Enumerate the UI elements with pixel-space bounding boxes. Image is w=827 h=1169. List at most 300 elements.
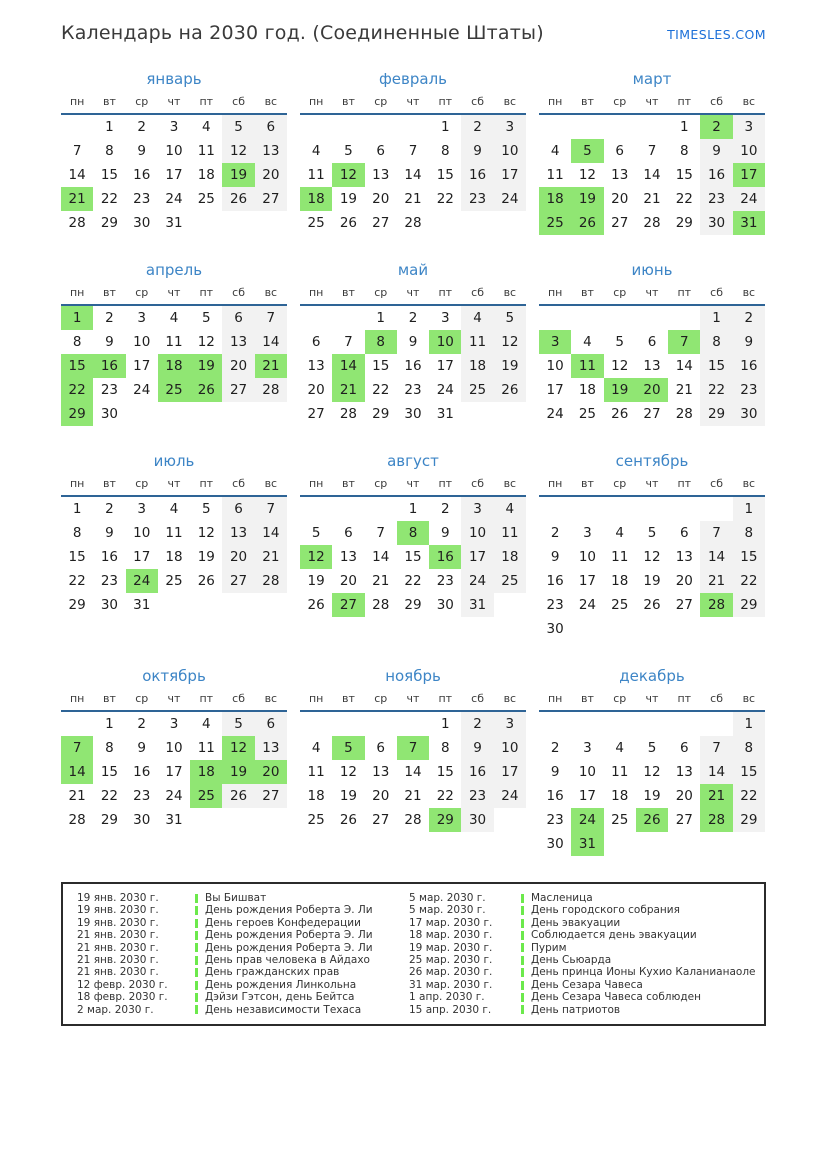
day-cell: 6 [376,740,385,756]
weekday-header: пт [677,692,692,705]
day-cell: 23 [546,812,564,828]
day-cell: 7 [408,143,418,159]
holiday-day-cell: 10 [429,330,461,354]
weekday-header: чт [645,692,659,705]
holiday-day-cell: 19 [190,354,222,378]
day-cell: 31 [461,593,493,617]
day-cell: 11 [611,549,629,565]
day-cell: 7 [700,521,732,545]
weekday-header: чт [645,95,659,108]
day-cell: 28 [68,812,86,828]
day-cell: 9 [700,139,732,163]
day-cell: 2 [105,310,114,326]
legend-date: 5 мар. 2030 г. [409,892,486,904]
weekday-header: вс [503,286,517,299]
empty-day-cell [636,712,668,736]
legend-holiday-name: День Сезара Чавеса соблюден [531,991,701,1004]
weekday-header: ср [374,95,388,108]
day-cell: 13 [611,167,629,183]
day-cell: 24 [494,784,526,808]
legend-holiday [521,966,760,978]
legend-holiday [521,942,760,954]
holiday-marker-icon [521,906,524,915]
day-cell: 18 [197,167,215,183]
day-cell: 15 [68,549,86,565]
weekday-header: пт [438,95,453,108]
day-cell: 25 [578,406,597,422]
weekday-header: вт [341,477,355,490]
day-cell: 17 [461,545,493,569]
day-cell: 15 [733,545,765,569]
day-cell: 3 [137,310,146,326]
holiday-day-cell: 19 [222,760,254,784]
day-cell: 29 [733,593,765,617]
day-cell: 1 [105,716,114,732]
day-cell: 19 [307,573,325,589]
day-cell: 30 [100,597,119,613]
day-cell: 23 [436,573,454,589]
day-cell: 7 [700,736,732,760]
legend-holiday-name: День Сезара Чавеса [531,978,643,991]
weekday-header: сб [232,95,245,108]
holiday-day-cell: 1 [61,306,93,330]
day-cell: 4 [550,143,560,159]
legend-date: 21 янв. 2030 г. [77,941,159,954]
day-cell: 23 [546,597,564,613]
empty-day-cell [604,306,636,330]
day-cell: 8 [72,525,82,541]
weekday-header: пн [547,477,563,490]
month-title: июль [153,452,195,470]
holiday-day-cell: 26 [636,808,668,832]
day-cell: 22 [68,573,86,589]
month-june [539,261,765,426]
day-cell: 20 [675,788,693,804]
day-cell: 12 [339,764,358,780]
weekday-header: ср [135,477,149,490]
day-cell: 29 [372,406,390,422]
day-cell: 10 [165,143,183,159]
weekday-header-row [300,95,526,115]
day-cell: 25 [611,812,629,828]
day-cell: 27 [643,406,661,422]
day-cell: 12 [643,549,661,565]
legend-holiday-name: День гражданских прав [205,966,340,979]
day-cell: 24 [546,406,564,422]
day-cell: 3 [137,501,146,517]
day-cell: 18 [611,788,629,804]
day-cell: 6 [615,143,624,159]
day-cell: 4 [311,143,321,159]
empty-day-cell [668,712,700,736]
day-cell: 6 [679,525,689,541]
day-cell: 25 [307,215,325,231]
weekday-header: сб [710,286,723,299]
day-cell: 13 [255,139,287,163]
day-cell: 2 [137,119,146,135]
day-cell: 3 [169,119,179,135]
day-cell: 5 [222,115,254,139]
holiday-day-cell: 25 [539,211,571,235]
empty-day-cell [700,497,732,521]
day-cell: 17 [133,549,151,565]
day-cell: 22 [733,784,765,808]
day-cell: 27 [255,784,287,808]
day-cell: 10 [133,334,151,350]
month-title: декабрь [619,667,685,685]
empty-day-cell [539,115,571,139]
holiday-marker-icon [521,919,524,928]
day-cell: 24 [165,191,183,207]
day-cell: 2 [440,501,450,517]
empty-day-cell [61,115,93,139]
legend-holiday [521,892,760,904]
holiday-day-cell: 18 [190,760,222,784]
month-august [300,452,526,617]
day-cell: 26 [611,406,629,422]
day-cell: 4 [461,306,493,330]
day-cell: 26 [197,573,215,589]
day-cell: 7 [255,497,287,521]
weekday-header: вс [503,477,517,490]
empty-day-cell [539,712,571,736]
weekday-header: сб [232,692,245,705]
weekday-header: пт [677,95,692,108]
day-cell: 3 [440,310,450,326]
holiday-day-cell: 21 [700,784,732,808]
weekday-header: сб [710,692,723,705]
month-days [61,306,287,426]
weekday-header: сб [710,477,723,490]
day-cell: 1 [440,119,450,135]
month-days [300,115,526,235]
day-cell: 26 [339,812,358,828]
day-cell: 23 [461,187,493,211]
day-cell: 23 [133,788,151,804]
holiday-day-cell: 7 [61,736,93,760]
weekday-header: чт [167,95,181,108]
empty-day-cell [332,712,364,736]
legend-holiday-name: Масленица [531,892,593,904]
day-cell: 11 [307,764,325,780]
day-cell: 8 [105,740,114,756]
holiday-day-cell: 5 [332,736,364,760]
weekday-header-row [61,692,287,712]
day-cell: 13 [372,764,390,780]
day-cell: 1 [733,497,765,521]
day-cell: 12 [197,525,215,541]
month-title: январь [146,70,202,88]
holiday-day-cell: 15 [61,354,93,378]
day-cell: 13 [372,167,390,183]
holiday-day-cell: 2 [700,115,732,139]
weekday-header: вт [102,95,116,108]
legend-holiday [195,892,409,904]
day-cell: 12 [197,334,215,350]
day-cell: 30 [404,406,422,422]
weekday-header: вс [742,286,756,299]
day-cell: 18 [578,382,597,398]
day-cell: 23 [461,784,493,808]
day-cell: 6 [222,497,254,521]
weekday-header: вт [102,692,116,705]
day-cell: 17 [494,760,526,784]
month-may [300,261,526,426]
legend-date: 19 янв. 2030 г. [77,904,159,917]
day-cell: 25 [165,573,183,589]
holiday-day-cell: 11 [571,354,603,378]
day-cell: 27 [611,215,629,231]
month-days [539,712,765,856]
day-cell: 6 [255,115,287,139]
day-cell: 20 [222,545,254,569]
day-cell: 26 [643,597,661,613]
holiday-day-cell: 29 [61,402,93,426]
empty-day-cell [668,306,700,330]
month-july [61,452,287,617]
day-cell: 10 [133,525,151,541]
holiday-day-cell: 8 [365,330,397,354]
day-cell: 9 [408,334,418,350]
day-cell: 13 [222,330,254,354]
day-cell: 21 [372,573,390,589]
weekday-header: сб [471,692,484,705]
day-cell: 9 [137,143,146,159]
weekday-header: вт [341,95,355,108]
holiday-marker-icon [195,919,198,928]
day-cell: 30 [461,808,493,832]
month-days [61,497,287,617]
holiday-marker-icon [195,931,198,940]
day-cell: 4 [169,310,179,326]
weekday-header: ср [613,692,627,705]
legend-holiday [521,991,760,1003]
weekday-header: вс [742,477,756,490]
day-cell: 23 [404,382,422,398]
month-title: февраль [378,70,448,88]
day-cell: 11 [197,143,215,159]
holiday-marker-icon [521,956,524,965]
day-cell: 26 [222,187,254,211]
day-cell: 25 [197,191,215,207]
weekday-header: пн [69,477,85,490]
day-cell: 2 [461,115,493,139]
weekday-header: ср [613,95,627,108]
weekday-header: пн [308,477,324,490]
day-cell: 24 [133,382,151,398]
weekday-header: пн [547,692,563,705]
weekday-header: сб [232,477,245,490]
day-cell: 6 [255,712,287,736]
day-cell: 4 [169,501,179,517]
month-title: март [632,70,672,88]
legend-holiday-name: День рождения Линкольна [205,978,357,991]
day-cell: 8 [72,334,82,350]
month-days [539,115,765,235]
day-cell: 29 [100,215,119,231]
day-cell: 22 [436,788,454,804]
holiday-marker-icon [521,968,524,977]
day-cell: 18 [611,573,629,589]
day-cell: 31 [165,215,183,231]
day-cell: 12 [643,764,661,780]
day-cell: 29 [404,597,422,613]
empty-day-cell [571,497,603,521]
empty-day-cell [332,306,364,330]
holiday-day-cell: 26 [190,378,222,402]
holiday-day-cell: 19 [222,163,254,187]
day-cell: 1 [376,310,385,326]
day-cell: 16 [404,358,422,374]
legend-date: 31 мар. 2030 г. [409,978,493,991]
weekday-header: вс [264,95,278,108]
day-cell: 10 [733,139,765,163]
month-title: июнь [631,261,673,279]
page-title: Календарь на 2030 год. (Соединенные Штаты) [61,22,544,44]
weekday-header: вт [580,95,594,108]
holiday-day-cell: 27 [332,593,364,617]
legend-holiday [521,1004,760,1016]
day-cell: 26 [307,597,325,613]
day-cell: 29 [675,215,693,231]
empty-day-cell [332,115,364,139]
day-cell: 28 [643,215,661,231]
day-cell: 17 [578,573,597,589]
day-cell: 18 [307,788,325,804]
holiday-marker-icon [521,981,524,990]
holiday-marker-icon [195,906,198,915]
day-cell: 17 [165,764,183,780]
day-cell: 29 [100,812,119,828]
day-cell: 4 [201,119,211,135]
day-cell: 22 [100,788,119,804]
day-cell: 16 [133,167,151,183]
day-cell: 17 [436,358,454,374]
legend-holiday-name: День рождения Роберта Э. Ли [205,904,373,917]
weekday-header: пт [438,692,453,705]
legend-date: 18 мар. 2030 г. [409,929,493,942]
weekday-header-row [61,477,287,497]
day-cell: 24 [494,187,526,211]
holiday-day-cell: 26 [571,211,603,235]
day-cell: 11 [197,740,215,756]
day-cell: 15 [436,167,454,183]
day-cell: 16 [461,163,493,187]
day-cell: 5 [647,525,657,541]
holiday-day-cell: 25 [190,784,222,808]
empty-day-cell [571,115,603,139]
weekday-header: пт [199,477,214,490]
day-cell: 27 [255,187,287,211]
day-cell: 30 [733,402,765,426]
day-cell: 16 [100,549,119,565]
weekday-header: сб [232,286,245,299]
legend-holiday-name: День независимости Техаса [205,1003,362,1016]
day-cell: 10 [494,736,526,760]
day-cell: 21 [643,191,661,207]
day-cell: 28 [372,597,390,613]
weekday-header: ср [135,286,149,299]
day-cell: 18 [461,354,493,378]
weekday-header: сб [471,286,484,299]
holiday-marker-icon [195,981,198,990]
holiday-day-cell: 24 [126,569,158,593]
weekday-header: пт [677,477,692,490]
day-cell: 17 [133,358,151,374]
weekday-header-row [539,477,765,497]
legend-date: 19 мар. 2030 г. [409,941,493,954]
day-cell: 27 [372,812,390,828]
empty-day-cell [539,497,571,521]
holiday-day-cell: 21 [61,187,93,211]
legend-holiday-name: Вы Бишват [205,892,267,904]
legend-holiday-name: День рождения Роберта Э. Ли [205,941,373,954]
weekday-header: ср [135,95,149,108]
day-cell: 21 [68,788,86,804]
day-cell: 9 [137,740,146,756]
weekday-header-row [539,692,765,712]
legend-holiday [521,917,760,929]
weekday-header-row [300,477,526,497]
weekday-header: чт [167,477,181,490]
empty-day-cell [636,497,668,521]
holiday-marker-icon [521,894,524,903]
day-cell: 22 [404,573,422,589]
weekday-header: пн [69,95,85,108]
day-cell: 17 [546,382,564,398]
day-cell: 19 [197,549,215,565]
day-cell: 22 [372,382,390,398]
empty-day-cell [636,306,668,330]
day-cell: 16 [133,764,151,780]
day-cell: 19 [339,788,358,804]
weekday-header: чт [406,286,420,299]
holiday-day-cell: 17 [733,163,765,187]
site-link[interactable]: TIMESLES.COM [667,27,766,42]
holiday-marker-icon [521,943,524,952]
day-cell: 25 [611,597,629,613]
weekday-header: вт [580,286,594,299]
day-cell: 27 [307,406,325,422]
weekday-header: ср [374,692,388,705]
legend-holiday [521,929,760,941]
empty-day-cell [668,497,700,521]
month-days [61,712,287,832]
day-cell: 19 [339,191,358,207]
day-cell: 15 [372,358,390,374]
day-cell: 24 [436,382,454,398]
day-cell: 30 [700,211,732,235]
day-cell: 13 [307,358,325,374]
legend-holiday [195,917,409,929]
legend-date: 26 мар. 2030 г. [409,966,493,979]
weekday-header: пн [547,286,563,299]
holiday-day-cell: 14 [61,760,93,784]
day-cell: 9 [550,764,560,780]
weekday-header-row [61,95,287,115]
day-cell: 1 [408,501,418,517]
weekday-header: пн [69,286,85,299]
holiday-marker-icon [195,1005,198,1014]
month-november [300,667,526,832]
day-cell: 8 [733,521,765,545]
month-days [300,712,526,832]
legend-holiday [195,942,409,954]
holiday-marker-icon [195,943,198,952]
holiday-marker-icon [521,931,524,940]
legend-holiday [195,979,409,991]
empty-day-cell [365,497,397,521]
